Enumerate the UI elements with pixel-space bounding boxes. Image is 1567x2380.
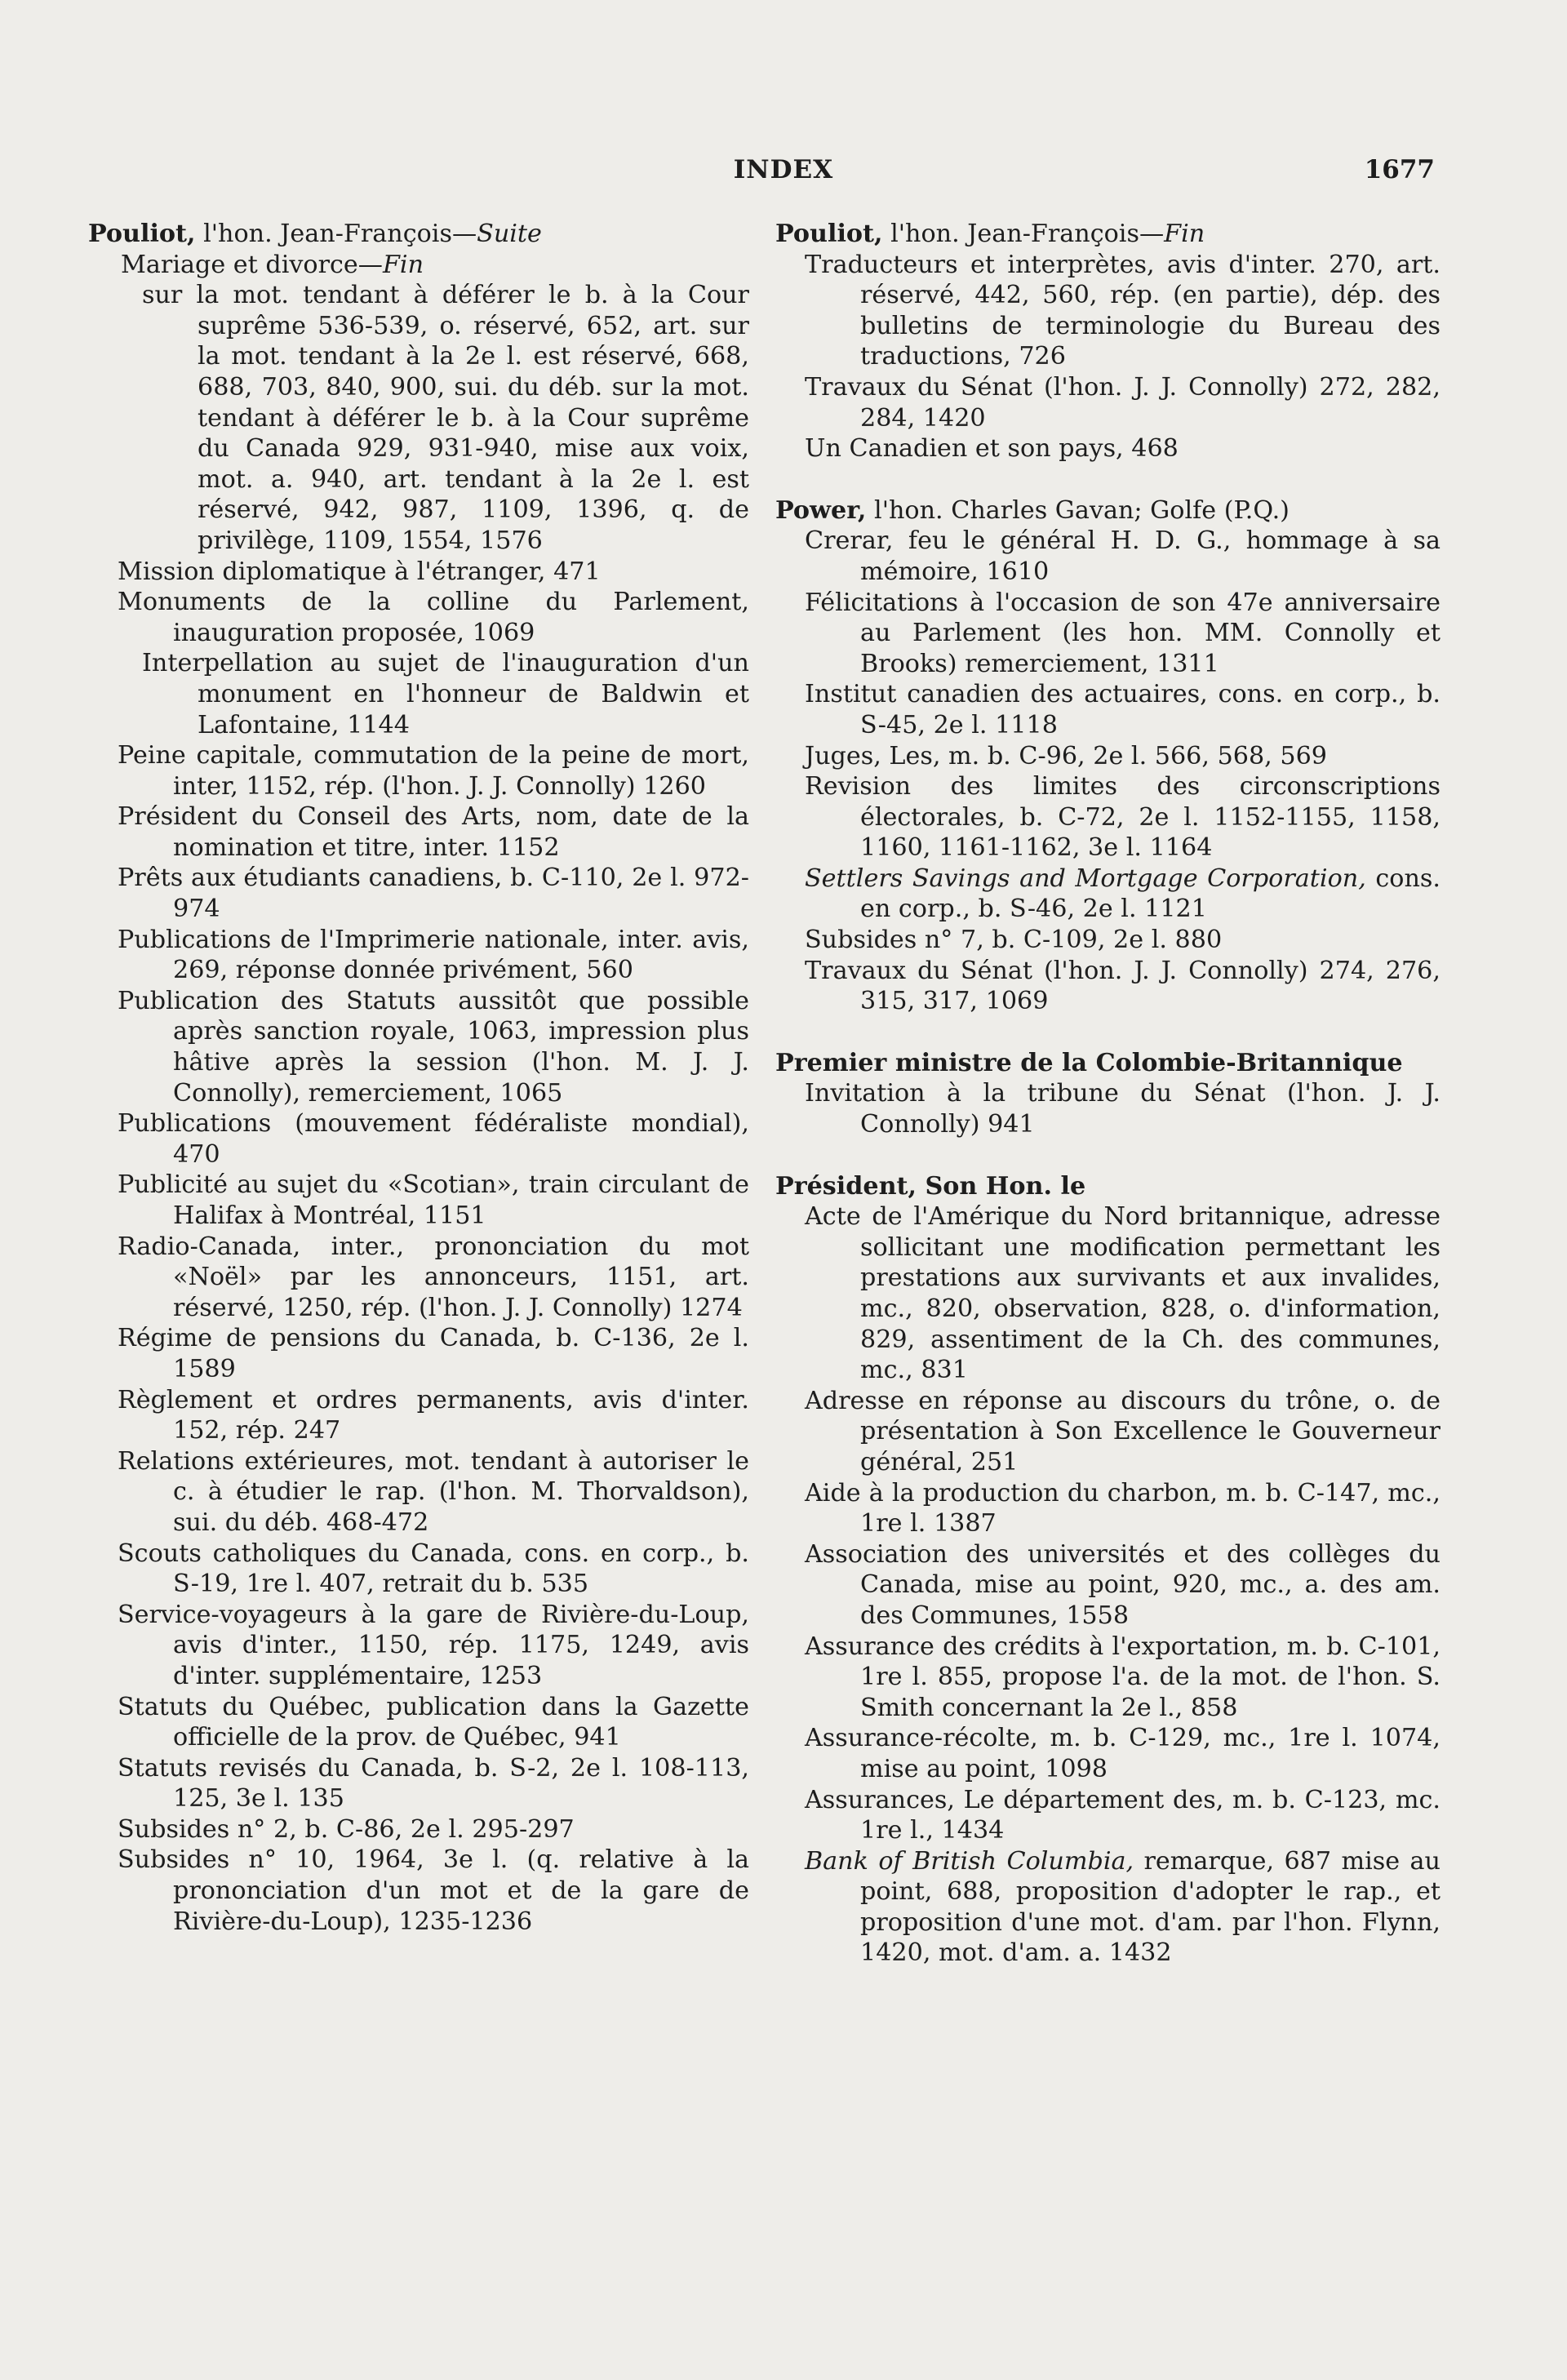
index-entry: Scouts catholiques du Canada, cons. en corp., b. S-19, 1re l. 407, retrait du b. 535: [118, 1539, 749, 1599]
index-heading-power: Power, l'hon. Charles Gavan; Golfe (P.Q.): [775, 495, 1290, 525]
index-heading-pouliot-suite: Pouliot, l'hon. Jean-François—Suite: [88, 220, 542, 248]
subheading-mariage: Mariage et divorce—Fin: [121, 250, 424, 279]
index-entry: Service-voyageurs à la gare de Rivière-du-Loup, avis d'inter., 1150, rép. 1175, 1249, avis d'inter. supplémentaire, 1253: [118, 1600, 749, 1690]
index-entry: Peine capitale, commutation de la peine de mort, inter, 1152, rép. (l'hon. J. J. Connolly) 1260: [118, 741, 749, 801]
index-entry: Subsides n° 7, b. C-109, 2e l. 880: [805, 926, 1223, 955]
index-entry: Monuments de la colline du Parlement, inauguration proposée, 1069: [118, 588, 749, 647]
index-entry: Acte de l'Amérique du Nord britannique, adresse sollicitant une modification permettant les prestations aux survivants et aux invalides, mc., 820, observation, 828, o. d'information, 829, assentiment de la Ch. des communes, mc., 831: [805, 1202, 1440, 1385]
page-header: [0, 155, 1567, 194]
index-entry: Publicité au sujet du «Scotian», train circulant de Halifax à Montréal, 1151: [118, 1170, 749, 1230]
index-entry: Statuts du Québec, publication dans la Gazette officielle de la prov. de Québec, 941: [118, 1692, 749, 1752]
right-column: [775, 219, 1440, 1969]
index-heading-pouliot-fin: Pouliot, l'hon. Jean-François—Fin: [775, 220, 1205, 248]
index-entry: Assurances, Le département des, m. b. C-123, mc. 1re l., 1434: [805, 1785, 1440, 1845]
index-entry: Revision des limites des circonscriptions électorales, b. C-72, 2e l. 1152-1155, 1158, 1160, 1161-1162, 3e l. 1164: [805, 772, 1440, 863]
index-entry: Assurance-récolte, m. b. C-129, mc., 1re l. 1074, mise au point, 1098: [805, 1724, 1440, 1783]
index-entry: Subsides n° 2, b. C-86, 2e l. 295-297: [118, 1814, 575, 1844]
index-entry-bank: Bank of British Columbia, remarque, 687 mise au point, 688, proposition d'adopter le rap., et proposition d'une mot. d'am. par l'hon. Flynn, 1420, mot. d'am. a. 1432: [805, 1846, 1440, 1968]
index-entry: Assurance des crédits à l'exportation, m. b. C-101, 1re l. 855, propose l'a. de la mot. de l'hon. S. Smith concernant la 2e l., 858: [805, 1632, 1440, 1722]
index-entry: Règlement et ordres permanents, avis d'inter. 152, rép. 247: [118, 1385, 749, 1445]
index-entry: Adresse en réponse au discours du trône, o. de présentation à Son Excellence le Gouverneur général, 251: [805, 1386, 1440, 1476]
index-entry: Félicitations à l'occasion de son 47e anniversaire au Parlement (les hon. MM. Connolly et Brooks) remerciement, 1311: [805, 588, 1440, 678]
index-entry: Association des universités et des collèges du Canada, mise au point, 920, mc., a. des am. des Communes, 1558: [805, 1539, 1440, 1630]
index-entry: Aide à la production du charbon, m. b. C-147, mc., 1re l. 1387: [805, 1478, 1440, 1539]
index-entry: Statuts revisés du Canada, b. S-2, 2e l. 108-113, 125, 3e l. 135: [118, 1753, 749, 1814]
index-entry: Invitation à la tribune du Sénat (l'hon. J. J. Connolly) 941: [805, 1079, 1440, 1139]
index-entry: Institut canadien des actuaires, cons. en corp., b. S-45, 2e l. 1118: [805, 680, 1440, 739]
index-entry: Publications (mouvement fédéraliste mondial), 470: [118, 1109, 749, 1169]
index-entry: Mission diplomatique à l'étranger, 471: [118, 557, 601, 586]
index-entry: Interpellation au sujet de l'inauguration d'un monument en l'honneur de Baldwin et Lafontaine, 1144: [142, 649, 749, 739]
index-entry: Travaux du Sénat (l'hon. J. J. Connolly) 274, 276, 315, 317, 1069: [805, 956, 1440, 1016]
index-entry: Relations extérieures, mot. tendant à autoriser le c. à étudier le rap. (l'hon. M. Thorvaldson), sui. du déb. 468-472: [118, 1446, 749, 1537]
index-heading-premier-ministre: Premier ministre de la Colombie-Britannique: [775, 1048, 1403, 1077]
index-entry: Traducteurs et interprètes, avis d'inter. 270, art. réservé, 442, 560, rép. (en partie), dép. des bulletins de terminologie du Bureau des traductions, 726: [805, 250, 1440, 371]
index-heading-president: Président, Son Hon. le: [775, 1171, 1086, 1201]
index-entry: Crerar, feu le général H. D. G., hommage à sa mémoire, 1610: [805, 526, 1440, 586]
index-entry: Régime de pensions du Canada, b. C-136, 2e l. 1589: [118, 1324, 749, 1383]
index-entry-settlers: Settlers Savings and Mortgage Corporation, cons. en corp., b. S-46, 2e l. 1121: [805, 864, 1440, 924]
index-entry: Juges, Les, m. b. C-96, 2e l. 566, 568, 569: [805, 741, 1327, 770]
page-number: 1677: [1364, 155, 1435, 184]
index-entry: Subsides n° 10, 1964, 3e l. (q. relative à la prononciation d'un mot et de la gare de Rivière-du-Loup), 1235-1236: [118, 1845, 749, 1936]
index-entry: Un Canadien et son pays, 468: [805, 434, 1179, 464]
left-column: [88, 219, 749, 1937]
index-entry: sur la mot. tendant à déférer le b. à la Cour suprême 536-539, o. réservé, 652, art. sur la mot. tendant à la 2e l. est réservé, 668, 688, 703, 840, 900, sui. du déb. sur la mot. tendant à déférer le b. à la Cour suprême du Canada 929, 931-940, mise aux voix, mot. a. 940, art. tendant à la 2e l. est réservé, 942, 987, 1109, 1396, q. de privilège, 1109, 1554, 1576: [142, 281, 749, 555]
index-entry: Travaux du Sénat (l'hon. J. J. Connolly) 272, 282, 284, 1420: [805, 372, 1440, 433]
page-title: INDEX: [733, 155, 834, 184]
index-entry: Prêts aux étudiants canadiens, b. C-110, 2e l. 972-974: [118, 864, 749, 924]
index-entry: Président du Conseil des Arts, nom, date de la nomination et titre, inter. 1152: [118, 802, 749, 862]
index-entry: Radio-Canada, inter., prononciation du mot «Noël» par les annonceurs, 1151, art. réservé, 1250, rép. (l'hon. J. J. Connolly) 1274: [118, 1232, 749, 1322]
index-entry: Publications de l'Imprimerie nationale, inter. avis, 269, réponse donnée privément, 560: [118, 925, 749, 985]
index-entry: Publication des Statuts aussitôt que possible après sanction royale, 1063, impression plus hâtive après la session (l'hon. M. J. J. Connolly), remerciement, 1065: [118, 986, 749, 1108]
